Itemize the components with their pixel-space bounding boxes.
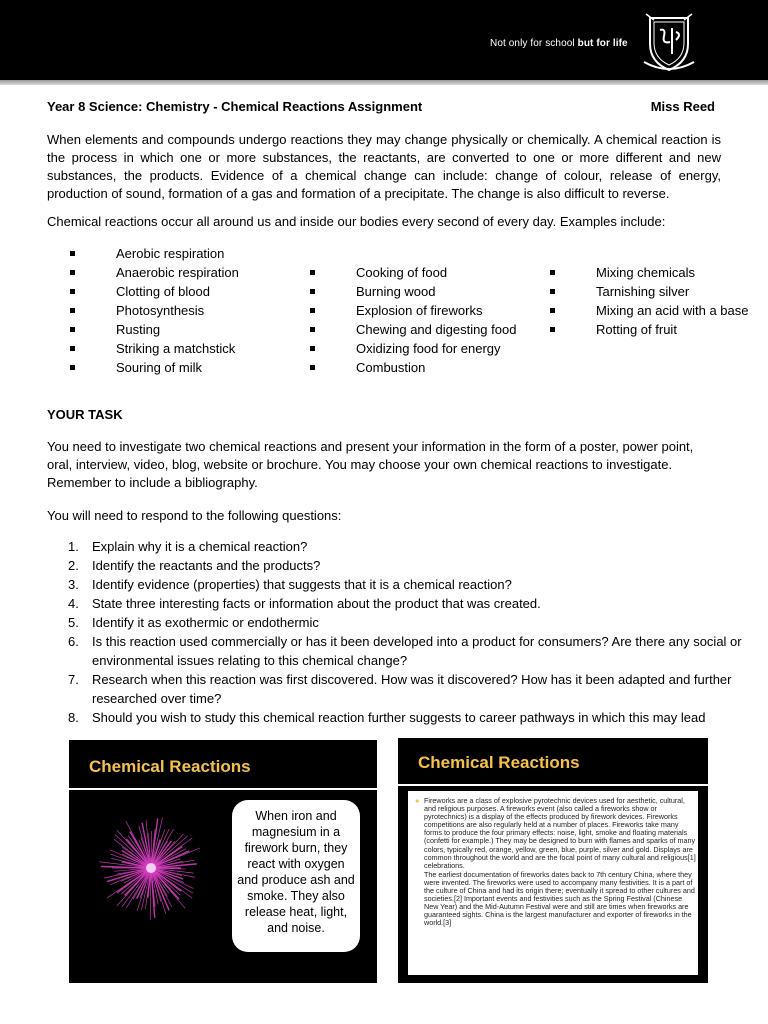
header-divider <box>0 80 768 85</box>
list-item: Oxidizing food for energy <box>310 339 493 358</box>
list-item: Aerobic respiration <box>70 244 216 263</box>
list-item: 2. Identify the reactants and the products? <box>68 558 321 573</box>
slide-title: Chemical Reactions <box>89 757 251 776</box>
task-paragraph: You need to investigate two chemical reactions and present your information in the form of a poster, power point, oral, interview, video, blog, website or brochure. You may choose your own chemical reactions to investigate. Remember to include a bibliography. <box>47 439 694 490</box>
examples-column-2 <box>310 263 517 377</box>
title-text: Year 8 Science: Chemistry - Chemical Reactions Assignment <box>47 99 423 114</box>
slide-title: Chemical Reactions <box>418 753 580 772</box>
school-motto <box>490 38 628 49</box>
list-item: 8. Should you wish to study this chemical reaction further suggests to career pathways in which this may lead <box>68 710 706 725</box>
article-paragraph: The earliest documentation of fireworks dates back to 7th century China, where they were invented. The fireworks were used to accompany many festivities. It is a part of the culture of China and had its origin there; eventually it spread to other cultures and societies.[2] Important events and festivities such as the Spring Festival (Chinese New Year) and the Mid-Autumn Festival were and still are times when fireworks are guaranteed sights. China is the largest manufacturer and exporter of fireworks in the world.[3] <box>424 869 695 928</box>
list-item: Chewing and digesting food <box>310 320 493 339</box>
list-item: Photosynthesis <box>70 301 216 320</box>
list-item: Cooking of food <box>310 263 493 282</box>
motto-bold: but for life <box>577 38 628 49</box>
list-item: 3. Identify evidence (properties) that suggests that it is a chemical reaction? <box>68 577 512 592</box>
list-item: 6. Is this reaction used commercially or has it been developed into a product for consumers? Are there any social or environmental issues relating to this chemical change? <box>68 634 742 668</box>
list-item: Rusting <box>70 320 216 339</box>
list-item: Rotting of fruit <box>550 320 725 339</box>
questions-intro: You will need to respond to the following questions: <box>47 508 342 523</box>
examples-column-1 <box>70 244 239 377</box>
school-crest-icon <box>640 10 698 74</box>
firework-icon <box>89 810 219 930</box>
slide-firework-image <box>69 740 377 983</box>
list-item: Mixing an acid with a base <box>550 301 725 320</box>
list-item: Striking a matchstick <box>70 339 216 358</box>
teacher-name: Miss Reed <box>650 99 715 114</box>
slide-divider <box>398 784 708 786</box>
list-item: Anaerobic respiration <box>70 263 216 282</box>
list-item: 1. Explain why it is a chemical reaction? <box>68 539 308 554</box>
examples-column-3 <box>550 263 749 339</box>
questions-list <box>68 537 748 727</box>
header-bar <box>0 0 768 80</box>
list-item: 7. Research when this reaction was first discovered. How was it discovered? How has it been adapted and further researched over time? <box>68 672 732 706</box>
list-item: Tarnishing silver <box>550 282 725 301</box>
list-item: Burning wood <box>310 282 493 301</box>
intro-paragraph: When elements and compounds undergo reactions they may change physically or chemically. A chemical reaction is the process in which one or more substances, the reactants, are converted to one or more different and new substances, the products. Evidence of a chemical change can include: change of colour, release of energy, production of sound, formation of a gas and formation of a precipitate. The change is also difficult to reverse. <box>47 132 721 201</box>
speech-bubble: When iron and magnesium in a firework burn, they react with oxygen and produce ash and smoke. They also release heat, light, and noise. <box>232 800 360 952</box>
list-item: 5. Identify it as exothermic or endothermic <box>68 615 319 630</box>
motto-plain: Not only for school <box>490 38 578 49</box>
list-item: Souring of milk <box>70 358 216 377</box>
slide-divider <box>69 788 377 790</box>
list-item: 4. State three interesting facts or information about the product that was created. <box>68 596 541 611</box>
list-item: Mixing chemicals <box>550 263 725 282</box>
task-heading: YOUR TASK <box>47 407 123 422</box>
list-item: Clotting of blood <box>70 282 216 301</box>
list-item: Combustion <box>310 358 493 377</box>
slide-fireworks-article <box>398 738 708 983</box>
list-item: Explosion of fireworks <box>310 301 493 320</box>
article-paragraph: ● Fireworks are a class of explosive pyrotechnic devices used for aesthetic, cultural, and religious purposes. A fireworks event (also called a fireworks show or pyrotechnics) is a display of the effects produced by firework devices. Fireworks competitions are also regularly held at a number of places. Fireworks take many forms to produce the four primary effects: noise, light, smoke and floating materials (confetti for example.) They may be designed to burn with flames and sparks of many colors, typically red, orange, yellow, green, blue, purple, silver and gold. Displays are common throughout the world and are the focal point of many cultural and religious[1] celebrations. <box>415 796 696 870</box>
assignment-title <box>47 98 721 116</box>
examples-intro: Chemical reactions occur all around us and inside our bodies every second of every day. Examples include: <box>47 214 666 229</box>
article-box <box>408 791 698 975</box>
